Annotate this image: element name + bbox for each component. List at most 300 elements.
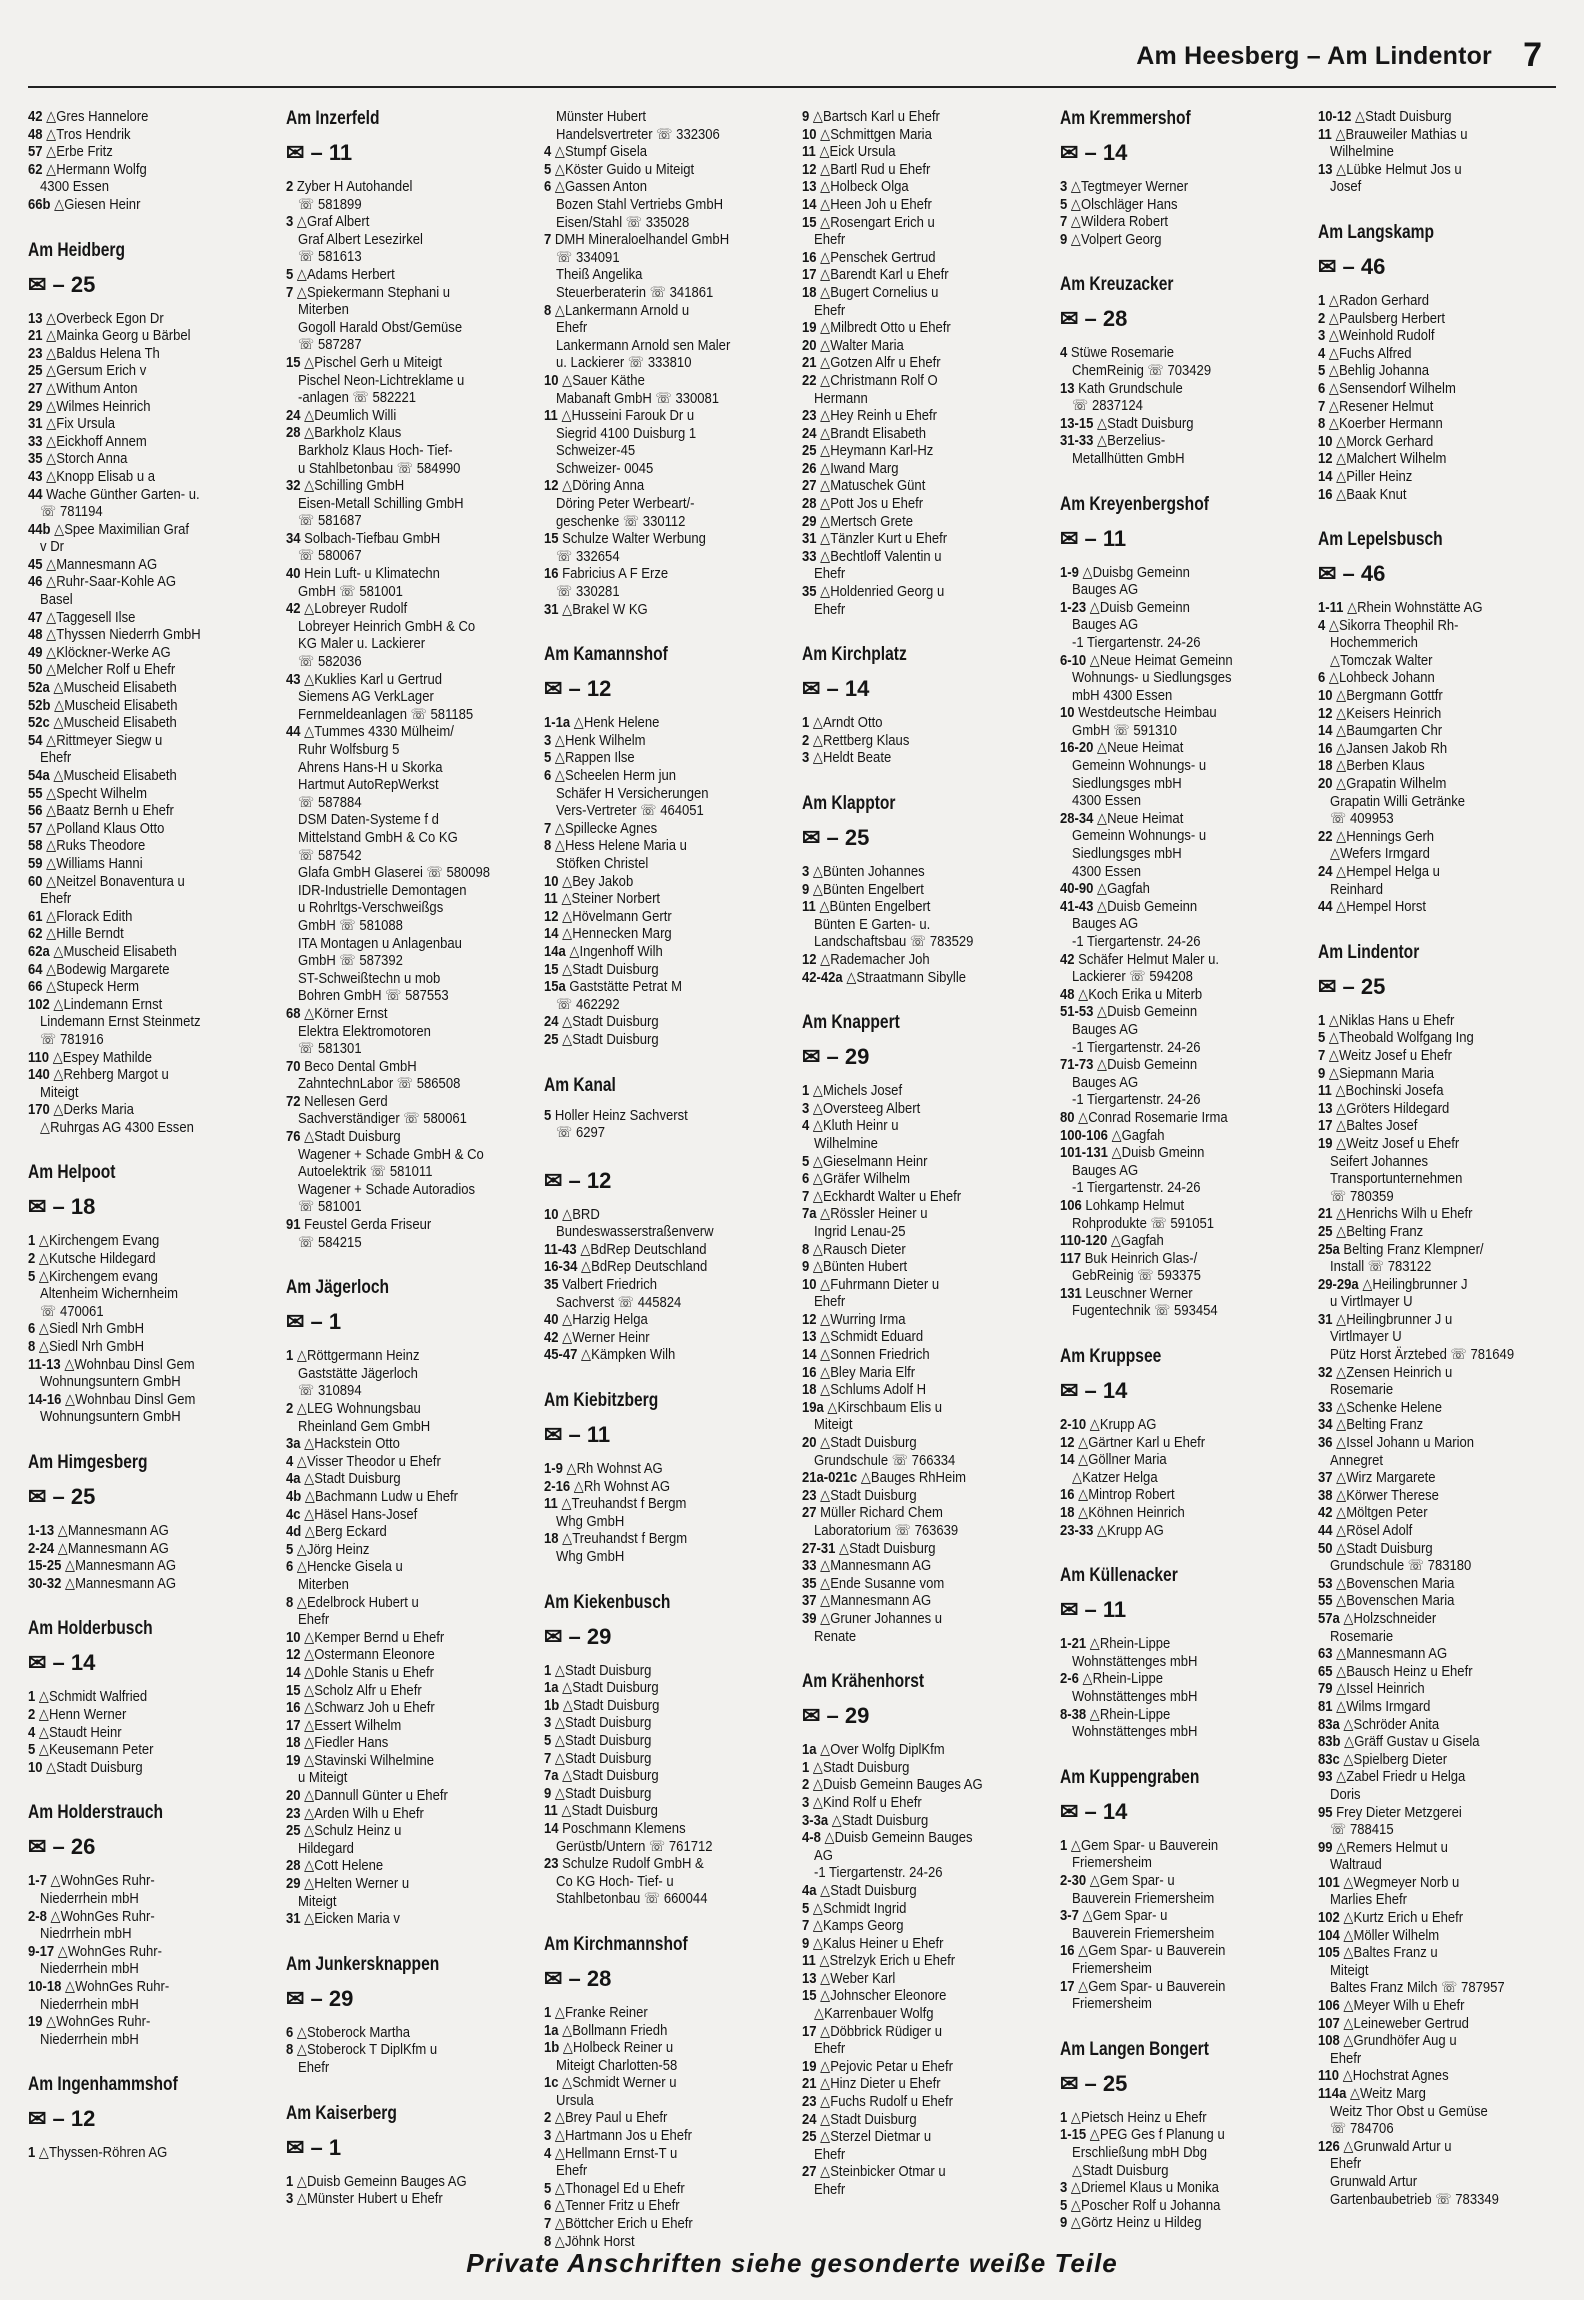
directory-entry [802, 2181, 1034, 2199]
house-number: 2 [28, 1705, 36, 1723]
house-number: 5 [286, 1540, 294, 1558]
entry-text: ☏ 781194 [40, 503, 103, 521]
entry-text: △WohnGes Ruhr- [46, 2013, 151, 2031]
house-number: 4 [28, 1723, 36, 1741]
entry-text: △Rittmeyer Siegw u [46, 731, 163, 749]
entry-text: △Thonagel Ed u Ehefr [554, 2179, 685, 2197]
directory-entry [802, 477, 1034, 495]
house-number: 25 [544, 1030, 559, 1048]
entry-text: Sachverständiger ☏ 580061 [298, 1110, 467, 1128]
entry-text: ☏ 462292 [556, 995, 620, 1013]
directory-entry [28, 1356, 260, 1374]
entry-text: Wohnstättenges mbH [1072, 1688, 1198, 1705]
directory-entry [28, 1101, 260, 1119]
directory-entry [802, 898, 1034, 916]
directory-entry [544, 2145, 776, 2163]
directory-entry [1318, 1223, 1550, 1241]
entry-text: △Dannull Günter u Ehefr [304, 1787, 448, 1805]
directory-entry [28, 609, 260, 627]
street-name: Am Krähenhorst [802, 1671, 925, 1693]
entry-text: △Stadt Duisburg [839, 1539, 936, 1557]
house-number: 2 [28, 1250, 36, 1268]
house-number: 32 [1318, 1363, 1333, 1381]
entry-text: Theiß Angelika [556, 266, 643, 284]
house-number: 7 [1318, 1046, 1326, 1064]
directory-entry [286, 1682, 518, 1700]
directory-entry [286, 1699, 518, 1717]
house-number: 28 [286, 1857, 301, 1875]
house-number: 29-29a [1318, 1275, 1359, 1293]
entry-text: Ehefr [814, 301, 846, 319]
house-number: 2 [544, 2109, 552, 2127]
house-number: 17 [1318, 1117, 1333, 1135]
postal-district: ✉ – 11 [1060, 525, 1127, 551]
house-number: 14 [802, 1346, 817, 1364]
directory-entry [28, 802, 260, 820]
house-number: 17 [802, 266, 817, 284]
directory-entry [802, 161, 1034, 179]
directory-entry [1060, 362, 1292, 380]
directory-entry [286, 1523, 518, 1541]
directory-entry [802, 2146, 1034, 2164]
entry-text: △Muscheid Elisabeth [53, 714, 177, 732]
house-number: 71-73 [1060, 1056, 1094, 1074]
entry-text: Install ☏ 783122 [1330, 1258, 1432, 1276]
house-number: 44 [1318, 1522, 1333, 1539]
directory-entry [286, 688, 518, 706]
street-section [28, 2074, 260, 2162]
house-number: 26 [802, 459, 817, 477]
entry-text: △Brey Paul u Ehefr [554, 2109, 668, 2127]
entry-text: ☏ 582036 [298, 653, 362, 671]
directory-entry [286, 583, 518, 601]
entry-text: △Thyssen Niederrh GmbH [46, 626, 201, 644]
entry-text: △Bergmann Gottfr [1336, 687, 1443, 705]
entry-text: △Karrenbauer Wolfg [814, 2005, 934, 2023]
directory-entry [1318, 415, 1550, 433]
directory-entry [544, 390, 776, 408]
entry-text: △Bünten Engelbert [819, 898, 931, 916]
house-number: 17 [286, 1716, 301, 1734]
entry-text: △BdRep Deutschland [580, 1240, 707, 1258]
entry-text: △Gem Spar- u Bauverein [1078, 1942, 1226, 1960]
directory-entry [28, 925, 260, 943]
directory-entry [286, 213, 518, 231]
directory-entry [544, 1820, 776, 1838]
house-number: 35 [802, 1574, 817, 1592]
street-name: Am Langen Bongert [1060, 2038, 1209, 2060]
house-number: 50 [1318, 1539, 1333, 1557]
house-number: 5 [544, 749, 552, 767]
directory-entry [802, 1328, 1034, 1346]
house-number: 21 [1318, 1205, 1333, 1223]
entry-text: △Rettberg Klaus [812, 731, 910, 749]
directory-entry [286, 1347, 518, 1365]
street-name: Am Himgesberg [28, 1452, 148, 1473]
street-name: Am Kreyenbergshof [1060, 493, 1209, 515]
house-number: 1-13 [28, 1522, 55, 1539]
entry-text: Siedlungsges mbH [1072, 774, 1182, 792]
house-number: 31 [28, 415, 43, 433]
house-number: 10 [1060, 704, 1075, 722]
house-number: 5 [544, 2179, 552, 2197]
house-number: 76 [286, 1128, 301, 1146]
directory-entry [1318, 1029, 1550, 1047]
entry-text: Renate [814, 1627, 857, 1645]
entry-text: Wagener + Schade GmbH & Co [298, 1145, 484, 1163]
entry-text: ☏ 334091 [556, 248, 620, 266]
directory-entry [1060, 2214, 1292, 2232]
entry-text: Schweizer-45 [556, 442, 636, 460]
entry-text: △Gagfah [1111, 1126, 1165, 1144]
directory-entry [802, 372, 1034, 390]
house-number: 91 [286, 1216, 301, 1234]
directory-entry [544, 319, 776, 337]
entry-text: △Milbredt Otto u Ehefr [820, 319, 951, 337]
entry-text: △Döbbrick Rüdiger u [820, 2022, 943, 2040]
directory-entry [544, 732, 776, 750]
entry-text: Miteigt [814, 1416, 853, 1434]
entry-text: Leuschner Werner [1085, 1284, 1193, 1302]
house-number: 4 [1318, 616, 1326, 634]
directory-entry [1060, 1688, 1292, 1706]
directory-entry [286, 2190, 518, 2208]
entry-text: Virtlmayer U [1330, 1328, 1402, 1346]
entry-text: Siedlungsges mbH [1072, 845, 1182, 863]
directory-entry [544, 714, 776, 732]
directory-entry [544, 143, 776, 161]
directory-entry [286, 248, 518, 266]
house-number: 9 [544, 1784, 552, 1802]
house-number: 3 [802, 1793, 810, 1811]
directory-entry [802, 2005, 1034, 2023]
house-number: 14a [544, 942, 566, 960]
house-number: 11 [544, 1495, 558, 1513]
entry-text: △Bünten Engelbert [812, 880, 924, 898]
directory-entry [1318, 617, 1550, 635]
directory-entry [1318, 292, 1550, 310]
directory-entry [28, 1759, 260, 1777]
directory-entry [28, 468, 260, 486]
house-number: 15 [544, 530, 559, 548]
house-number: 2-6 [1060, 1670, 1079, 1688]
street-name: Am Jägerloch [286, 1277, 390, 1299]
directory-entry [286, 284, 518, 302]
house-number: 6 [1318, 379, 1326, 397]
directory-entry [802, 231, 1034, 249]
entry-text: △Keusemann Peter [38, 1741, 154, 1759]
street-name: Am Kruppsee [1060, 1346, 1162, 1368]
directory-entry [1060, 1003, 1292, 1021]
directory-entry [286, 1382, 518, 1400]
entry-text: △Lankermann Arnold u [554, 301, 690, 319]
house-number: 42-42a [802, 968, 843, 986]
house-number: 3a [286, 1435, 301, 1453]
entry-text: △Spillecke Agnes [554, 819, 658, 837]
entry-text: △Espey Mathilde [52, 1048, 153, 1066]
entry-text: GmbH ☏ 581001 [298, 582, 403, 600]
house-number: 11 [802, 1952, 816, 1970]
entry-text: △Schröder Anita [1343, 1715, 1440, 1733]
directory-entry [28, 1540, 260, 1558]
postal-district: ✉ – 12 [28, 2106, 96, 2132]
entry-text: Ehefr [814, 2145, 846, 2163]
directory-entry [1060, 1635, 1292, 1653]
entry-text: △Lindemann Ernst [53, 995, 163, 1013]
house-number: 1 [802, 1082, 810, 1100]
directory-entry [544, 2180, 776, 2198]
directory-entry [1318, 450, 1550, 468]
entry-text: △Tänzler Kurt u Ehefr [820, 530, 948, 548]
entry-text: Lackierer ☏ 594208 [1072, 968, 1193, 986]
entry-text: △Brandt Elisabeth [820, 424, 927, 442]
house-number: 83b [1318, 1733, 1341, 1751]
house-number: 32 [286, 477, 301, 495]
house-number: 27 [802, 2163, 817, 2181]
house-number: 40 [544, 1311, 559, 1329]
entry-text: Niederrhein mbH [40, 1960, 139, 1978]
directory-entry [286, 1576, 518, 1594]
house-number: 2-8 [28, 1907, 47, 1925]
directory-entry [544, 2127, 776, 2145]
entry-text: △Niklas Hans u Ehefr [1328, 1011, 1455, 1029]
directory-entry [802, 1487, 1034, 1505]
directory-entry [1318, 775, 1550, 793]
directory-entry [1060, 2109, 1292, 2127]
directory-entry [286, 407, 518, 425]
directory-entry [544, 908, 776, 926]
street-name: Am Kuppengraben [1060, 1766, 1200, 1788]
entry-text: Altenheim Wichernheim [40, 1285, 178, 1303]
directory-entry [802, 601, 1034, 619]
entry-text: △Zabel Friedr u Helga [1336, 1768, 1466, 1786]
house-number: 12 [802, 950, 817, 968]
entry-text: IDR-Industrielle Demontagen [298, 881, 467, 899]
entry-text: △Bechtloff Valentin u [820, 547, 942, 565]
house-number: 114a [1318, 2085, 1347, 2102]
house-number: 15 [286, 353, 301, 371]
directory-entry [1318, 1856, 1550, 1874]
directory-entry [544, 978, 776, 996]
entry-text: Gaststätte Petrat M [569, 978, 682, 996]
directory-entry [28, 556, 260, 574]
directory-entry [1318, 810, 1550, 828]
directory-entry [802, 1170, 1034, 1188]
entry-text: △Pejovic Petar u Ehefr [820, 2057, 953, 2075]
house-number: 30-32 [28, 1574, 62, 1592]
entry-text: △Mannesmann AG [1336, 1645, 1448, 1663]
house-number: 21 [802, 354, 817, 372]
entry-text: ☏ 330281 [556, 583, 620, 601]
house-number: 107 [1318, 2014, 1340, 2032]
house-number: 4a [286, 1470, 301, 1488]
entry-text: GmbH ☏ 591310 [1072, 721, 1177, 739]
house-number: 44b [28, 520, 51, 538]
directory-entry [802, 1223, 1034, 1241]
house-number: 23 [286, 1804, 301, 1822]
entry-text: Grunwald Artur [1330, 2172, 1418, 2190]
entry-text: △Belting Franz [1336, 1416, 1424, 1434]
directory-entry [802, 1205, 1034, 1223]
house-number: 5 [28, 1267, 36, 1285]
house-number: 14 [1318, 722, 1333, 740]
entry-text: ☏ 580067 [298, 547, 362, 565]
directory-entry [1318, 1117, 1550, 1135]
directory-entry [28, 415, 260, 433]
directory-entry [544, 1714, 776, 1732]
entry-text: Metallhütten GmbH [1072, 449, 1185, 467]
house-number: 23 [28, 344, 43, 362]
house-number: 2-24 [28, 1539, 55, 1557]
entry-text: △Stadt Duisburg [820, 1434, 917, 1452]
entry-text: △Malchert Wilhelm [1336, 450, 1447, 468]
directory-entry [802, 1241, 1034, 1259]
directory-entry [286, 1198, 518, 1216]
postal-district: ✉ – 46 [1318, 561, 1386, 587]
directory-entry [544, 1530, 776, 1548]
entry-text: △Deumlich Willi [304, 406, 397, 424]
directory-entry [28, 345, 260, 363]
directory-entry [28, 714, 260, 732]
house-number: 18 [544, 1530, 559, 1548]
directory-entry [286, 723, 518, 741]
directory-entry [1060, 757, 1292, 775]
entry-text: Doris [1330, 1785, 1361, 1803]
directory-entry [544, 1873, 776, 1891]
directory-entry [1318, 2191, 1550, 2209]
directory-entry [28, 1320, 260, 1338]
directory-entry [1060, 652, 1292, 670]
directory-entry [802, 749, 1034, 767]
house-number: 59 [28, 854, 43, 872]
entry-text: ☏ 788415 [1330, 1821, 1394, 1839]
street-section [1060, 2039, 1292, 2232]
directory-entry [1318, 1557, 1550, 1575]
entry-text: Rohprodukte ☏ 591051 [1072, 1214, 1215, 1232]
house-number: 20 [802, 1434, 817, 1452]
directory-entry [1318, 433, 1550, 451]
entry-text: △Siedl Nrh GmbH [38, 1338, 145, 1356]
entry-text: △Mertsch Grete [820, 512, 913, 530]
street-section [286, 108, 518, 1251]
entry-text: △Krupp AG [1097, 1521, 1164, 1539]
directory-entry [286, 1216, 518, 1234]
directory-columns [28, 108, 1558, 2250]
entry-text: Rheinland Gem GmbH [298, 1417, 431, 1435]
entry-text: △Overbeck Egon Dr [46, 309, 164, 327]
entry-text: △Visser Theodor u Ehefr [296, 1452, 441, 1470]
entry-text: ☏ 587542 [298, 846, 362, 864]
house-number: 27 [802, 1504, 817, 1522]
entry-text: △Tomczak Walter [1330, 651, 1433, 669]
entry-text: Lankermann Arnold sen Maler [556, 336, 731, 354]
house-number: 10 [802, 1275, 817, 1293]
directory-entry [544, 548, 776, 566]
house-number: 50 [28, 661, 43, 679]
directory-entry [1060, 231, 1292, 249]
directory-entry [1060, 1250, 1292, 1268]
directory-entry [286, 547, 518, 565]
entry-text: ChemReinig ☏ 703429 [1072, 361, 1212, 379]
house-number: 3 [802, 749, 810, 767]
house-number: 13 [802, 178, 817, 196]
directory-entry [28, 1285, 260, 1303]
directory-entry [1060, 1451, 1292, 1469]
house-number: 3 [544, 1714, 552, 1732]
entry-text: Miteigt [1330, 1961, 1369, 1979]
entry-text: ☏ 6297 [556, 1124, 606, 1142]
directory-entry [286, 442, 518, 460]
directory-entry [286, 2041, 518, 2059]
house-number: 22 [1318, 827, 1333, 845]
entry-text: Schulze Rudolf GmbH & [562, 1855, 704, 1873]
directory-entry [1060, 1942, 1292, 1960]
entry-text: Gemeinn Wohnungs- u [1072, 757, 1207, 775]
house-number: 2 [286, 1400, 294, 1417]
entry-text: 4300 Essen [40, 178, 110, 196]
entry-text: △Hempel Horst [1336, 898, 1427, 916]
entry-text: Ingrid Lenau-25 [814, 1222, 906, 1240]
directory-entry [544, 2039, 776, 2057]
directory-entry [802, 2093, 1034, 2111]
entry-text: △Treuhandst f Bergm [561, 1495, 687, 1513]
house-number: 1 [802, 1758, 810, 1776]
entry-text: △Stadt Duisburg [561, 1802, 658, 1820]
directory-entry [1060, 1995, 1292, 2013]
entry-text: Stüwe Rosemarie [1070, 344, 1175, 362]
house-number: 52b [28, 696, 51, 714]
entry-text: Whg GmbH [556, 1548, 625, 1565]
directory-entry [544, 530, 776, 548]
directory-entry [28, 1391, 260, 1409]
directory-entry [1060, 739, 1292, 757]
directory-entry [286, 864, 518, 882]
house-number: 1a [544, 2021, 559, 2039]
entry-text: △Weinhold Rudolf [1328, 327, 1435, 345]
postal-district: ✉ – 29 [802, 1044, 870, 1070]
entry-text: △Sauer Käthe [562, 371, 645, 389]
entry-text: Steuerberaterin ☏ 341861 [556, 283, 714, 301]
directory-entry [286, 847, 518, 865]
street-section [1060, 108, 1292, 248]
house-number: 7 [544, 231, 552, 249]
house-number: 23 [544, 1855, 559, 1873]
directory-entry [802, 714, 1034, 732]
entry-text: △Kurtz Erich u Ehefr [1343, 1909, 1464, 1927]
house-number: 34 [1318, 1416, 1333, 1434]
entry-text: Solbach-Tiefbau GmbH [304, 529, 441, 547]
entry-text: △Mannesmann AG [65, 1557, 177, 1575]
entry-text: △Stumpf Gisela [554, 143, 647, 161]
directory-entry [544, 565, 776, 583]
house-number: 13-15 [1060, 414, 1094, 432]
postal-district: ✉ – 11 [544, 1422, 611, 1448]
directory-entry [1318, 2138, 1550, 2156]
directory-entry [1060, 415, 1292, 433]
directory-entry [802, 1416, 1034, 1434]
street-name: Am Lindentor [1318, 941, 1420, 963]
entry-text: △WohnGes Ruhr- [57, 1942, 162, 1960]
house-number: 100-106 [1060, 1126, 1108, 1144]
directory-entry [286, 1664, 518, 1682]
entry-text: △Göllner Maria [1078, 1451, 1167, 1469]
directory-entry [802, 1082, 1034, 1100]
directory-entry [28, 890, 260, 908]
entry-text: △Gassen Anton [554, 178, 648, 196]
directory-entry [1318, 1346, 1550, 1364]
house-number: 170 [28, 1101, 50, 1119]
house-number: 1 [544, 2003, 552, 2021]
